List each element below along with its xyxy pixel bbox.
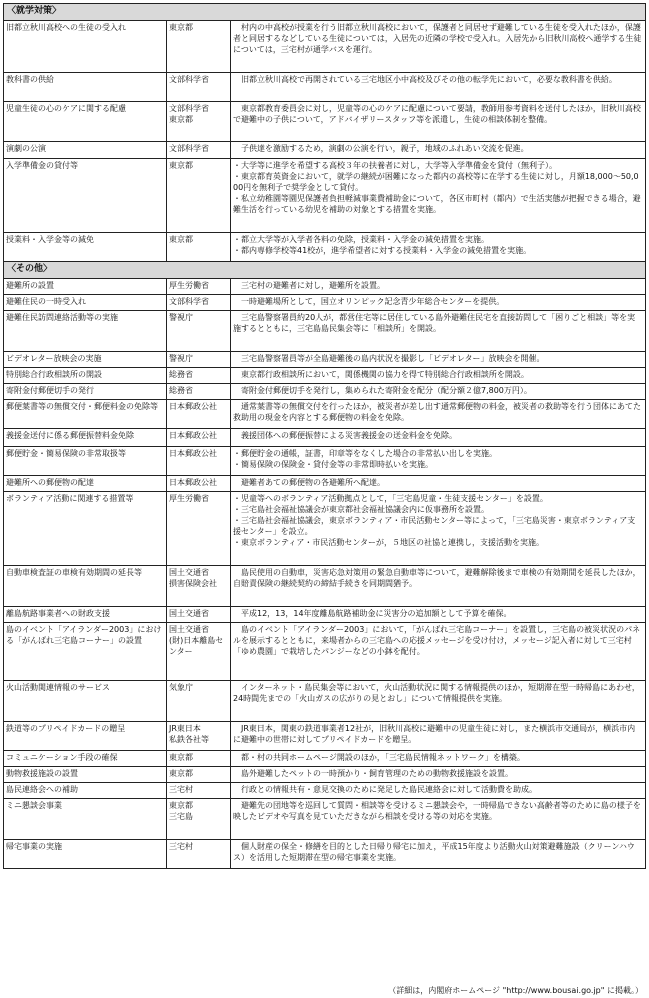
measure-name-cell: ミニ懇談会事業 — [4, 799, 167, 840]
agency-cell: 東京都 三宅島 — [167, 799, 231, 840]
measure-name-cell: 教科書の供給 — [4, 73, 167, 102]
measure-name-cell: 郵便葉書等の無償交付・郵便料金の免除等 — [4, 400, 167, 429]
table-row — [4, 799, 646, 840]
section-header: 〈その他〉 — [4, 262, 646, 279]
measure-name-cell: 避難所の設置 — [4, 279, 167, 295]
description-cell: 村内の中高校が授業を行う旧都立秋川高校において，保護者と同居せず避難している生徒を受入れたほか，保護者と同居するなどしている生徒については，入居先の近隣の学校で受入れ。入居先から旧秋川高校へ通学する生徒については，三宅村が通学バスを運行。 — [231, 21, 646, 73]
measure-name-cell: 児童生徒の心のケアに関する配慮 — [4, 102, 167, 142]
table-row — [4, 607, 646, 623]
measure-name-cell: 避難住民訪問連絡活動等の実施 — [4, 311, 167, 352]
agency-cell: 三宅村 — [167, 783, 231, 799]
agency-cell: 東京都 — [167, 21, 231, 73]
table-row — [4, 783, 646, 799]
table-row — [4, 476, 646, 492]
agency-cell: 東京都 — [167, 159, 231, 233]
agency-cell: 警視庁 — [167, 352, 231, 368]
agency-cell: 日本郵政公社 — [167, 447, 231, 476]
agency-cell: 東京都 — [167, 751, 231, 767]
description-cell: ・児童等へのボランティア活動拠点として，「三宅島児童・生徒支援センター」を設置。 ・三宅島社会福祉協議会が東京都社会福祉協議会内に仮事務所を設置。 ・三宅島社会福祉協議会，東京ボランティア・市民活動センター等によって，「三宅島災害・東京ボランティア支援センター」を設立。 ・東京ボランティア・市民活動センターが，５地区の社協と連携し，支援活動を実施。 — [231, 492, 646, 566]
measure-name-cell: 寄附金付郵便切手の発行 — [4, 384, 167, 400]
description-cell: 三宅島警察署員約20人が，都営住宅等に居住している島外避難住民宅を直接訪問して「困りごと相談」等を実施するとともに，三宅島島民集会等に「相談所」を開設。 — [231, 311, 646, 352]
measure-name-cell: コミュニケーション手段の確保 — [4, 751, 167, 767]
description-cell: 寄附金付郵便切手を発行し，集められた寄附金を配分（配分額２億7,800万円）。 — [231, 384, 646, 400]
table-row — [4, 102, 646, 142]
measure-name-cell: 離島航路事業者への財政支援 — [4, 607, 167, 623]
agency-cell: 警視庁 — [167, 311, 231, 352]
description-cell: インターネット・島民集会等において，火山活動状況に関する情報提供のほか，短期滞在型一時帰島にあわせ，24時間先までの「火山ガスの広がりの見とおし」について情報提供を実施。 — [231, 681, 646, 722]
description-cell: ・郵便貯金の通帳，証書，印章等をなくした場合の非常払い出しを実施。 ・簡易保険の保険金・貸付金等の非常即時払いを実施。 — [231, 447, 646, 476]
agency-cell: 国土交通省 損害保険会社 — [167, 566, 231, 607]
description-cell: 島民使用の自動車，災害応急対策用の緊急自動車等について，避難解除後まで車検の有効期間を延長したほか，自賠責保険の継続契約の締結手続きを同期間猶予。 — [231, 566, 646, 607]
description-cell: 通常葉書等の無償交付を行ったほか，被災者が差し出す通常郵便物の料金，被災者の救助等を行う団体にあてた救助用の現金を内容とする郵便物の料金を免除。 — [231, 400, 646, 429]
agency-cell: 日本郵政公社 — [167, 400, 231, 429]
table-row — [4, 21, 646, 73]
measure-name-cell: 避難住民の一時受入れ — [4, 295, 167, 311]
measure-name-cell: 鉄道等のプリペイドカードの贈呈 — [4, 722, 167, 751]
measure-name-cell: 郵便貯金・簡易保険の非常取扱等 — [4, 447, 167, 476]
measure-name-cell: 入学準備金の貸付等 — [4, 159, 167, 233]
table-row — [4, 681, 646, 722]
measure-name-cell: 島のイベント「アイランダー2003」における「がんばれ三宅島コーナー」の設置 — [4, 623, 167, 681]
description-cell: 避難先の団地等を巡回して質問・相談等を受けるミニ懇談会や，一時帰島できない高齢者等のために島の様子を映したビデオや写真を見ていただきながら相談を受ける等の対応を実施。 — [231, 799, 646, 840]
table-row — [4, 142, 646, 159]
agency-cell: 厚生労働省 — [167, 279, 231, 295]
agency-cell: 東京都 — [167, 233, 231, 262]
table-row — [4, 722, 646, 751]
measure-name-cell: ビデオレター放映会の実施 — [4, 352, 167, 368]
section-header-row — [4, 4, 646, 21]
agency-cell: 気象庁 — [167, 681, 231, 722]
table-row — [4, 368, 646, 384]
description-cell: 平成12，13，14年度離島航路補助金に災害分の追加額として予算を確保。 — [231, 607, 646, 623]
measure-name-cell: ボランティア活動に関連する措置等 — [4, 492, 167, 566]
table-row — [4, 492, 646, 566]
table-row — [4, 233, 646, 262]
table-row — [4, 279, 646, 295]
table-row — [4, 840, 646, 869]
table-row — [4, 295, 646, 311]
measure-name-cell: 特別総合行政相談所の開設 — [4, 368, 167, 384]
measures-table-body — [4, 4, 646, 869]
table-row — [4, 159, 646, 233]
description-cell: ・大学等に進学を希望する高校３年の扶養者に対し，大学等入学準備金を貸付（無利子）。 ・東京都育英資金において，就学の継続が困難になった都内の高校等に在学する生徒に対し，月額18,000〜50,000円を無利子で奨学金として貸付。 ・私立幼稚園等園児保護者負担軽減事業費補助金について，各区市町村（都内）で生活実態が把握できる場合，避難生活を行っている幼児を補助の対象とする措置を実施。 — [231, 159, 646, 233]
description-cell: 避難者あての郵便物の各避難所へ配達。 — [231, 476, 646, 492]
table-row — [4, 767, 646, 783]
agency-cell: 文部科学省 — [167, 295, 231, 311]
measure-name-cell: 島民連絡会への補助 — [4, 783, 167, 799]
description-cell: 義援団体への郵便振替による災害義援金の送金料金を免除。 — [231, 429, 646, 447]
agency-cell: 総務省 — [167, 368, 231, 384]
measure-name-cell: 自動車検査証の車検有効期間の延長等 — [4, 566, 167, 607]
measure-name-cell: 義援金送付に係る郵便振替料金免除 — [4, 429, 167, 447]
description-cell: JR東日本，関東の鉄道事業者12社が，旧秋川高校に避難中の児童生徒に対し，また横浜市交通局が，横浜市内に避難中の世帯に対してプリペイドカードを贈呈。 — [231, 722, 646, 751]
agency-cell: 文部科学省 — [167, 73, 231, 102]
description-cell: 三宅島警察署員等が全島避難後の島内状況を撮影し「ビデオレター」放映会を開催。 — [231, 352, 646, 368]
description-cell: 子供達を激励するため，演劇の公演を行い，親子，地域のふれあい交流を促進。 — [231, 142, 646, 159]
description-cell: 東京都教育委員会に対し，児童等の心のケアに配慮について要請，教師用参考資料を送付したほか，旧秋川高校で避難中の子供について，アドバイザリースタッフ等を派遣し，生徒の相談体制を整備。 — [231, 102, 646, 142]
agency-cell: 三宅村 — [167, 840, 231, 869]
table-row — [4, 384, 646, 400]
table-row — [4, 429, 646, 447]
agency-cell: 日本郵政公社 — [167, 429, 231, 447]
measure-name-cell: 帰宅事業の実施 — [4, 840, 167, 869]
measures-table — [3, 3, 646, 869]
measure-name-cell: 授業料・入学金等の減免 — [4, 233, 167, 262]
agency-cell: 日本郵政公社 — [167, 476, 231, 492]
source-footnote: （詳細は，内閣府ホームページ "http://www.bousai.go.jp" に掲載。） — [388, 986, 643, 995]
table-row — [4, 623, 646, 681]
table-row — [4, 73, 646, 102]
table-row — [4, 400, 646, 429]
measure-name-cell: 演劇の公演 — [4, 142, 167, 159]
measure-name-cell: 旧都立秋川高校への生徒の受入れ — [4, 21, 167, 73]
measure-name-cell: 火山活動関連情報のサービス — [4, 681, 167, 722]
agency-cell: 厚生労働省 — [167, 492, 231, 566]
description-cell: 三宅村の避難者に対し，避難所を設置。 — [231, 279, 646, 295]
agency-cell: 国土交通省 — [167, 607, 231, 623]
section-header: 〈就学対策〉 — [4, 4, 646, 21]
description-cell: ・都立大学等が入学者各料の免除，授業料・入学金の減免措置を実施。 ・都内専修学校等41校が，進学希望者に対する授業料・入学金の減免措置を実施。 — [231, 233, 646, 262]
measures-table-container — [3, 3, 645, 869]
agency-cell: 国土交通省 (財)日本離島センター — [167, 623, 231, 681]
agency-cell: 文部科学省 東京都 — [167, 102, 231, 142]
description-cell: 島外避難したペットの一時預かり・飼育管理のための動物救援施設を設置。 — [231, 767, 646, 783]
table-row — [4, 566, 646, 607]
agency-cell: JR東日本 私鉄各社等 — [167, 722, 231, 751]
description-cell: 行政との情報共有・意見交換のために発足した島民連絡会に対して活動費を助成。 — [231, 783, 646, 799]
description-cell: 島のイベント「アイランダー2003」において，「がんばれ三宅島コーナー」を設置し，三宅島の被災状況のパネルを展示するとともに，来場者からの三宅島への応援メッセージを受け付け，メッセージ記入者に対して三宅村「ゆめ農園」で栽培したパンジーなどの小鉢を配付。 — [231, 623, 646, 681]
measure-name-cell: 動物救援施設の設置 — [4, 767, 167, 783]
section-header-row — [4, 262, 646, 279]
description-cell: 一時避難場所として，国立オリンピック記念青少年総合センターを提供。 — [231, 295, 646, 311]
description-cell: 都・村の共同ホームページ開設のほか，「三宅島民情報ネットワーク」を構築。 — [231, 751, 646, 767]
table-row — [4, 447, 646, 476]
measure-name-cell: 避難所への郵便物の配達 — [4, 476, 167, 492]
agency-cell: 総務省 — [167, 384, 231, 400]
description-cell: 個人財産の保全・修繕を目的とした日帰り帰宅に加え，平成15年度より活動火山対策避難施設（クリーンハウス）を活用した短期滞在型の帰宅事業を実施。 — [231, 840, 646, 869]
agency-cell: 文部科学省 — [167, 142, 231, 159]
description-cell: 東京都行政相談所において，関係機関の協力を得て特別総合行政相談所を開設。 — [231, 368, 646, 384]
description-cell: 旧都立秋川高校で再開されている三宅地区小中高校及びその他の転学先において，必要な教科書を供給。 — [231, 73, 646, 102]
table-row — [4, 751, 646, 767]
table-row — [4, 311, 646, 352]
agency-cell: 東京都 — [167, 767, 231, 783]
table-row — [4, 352, 646, 368]
